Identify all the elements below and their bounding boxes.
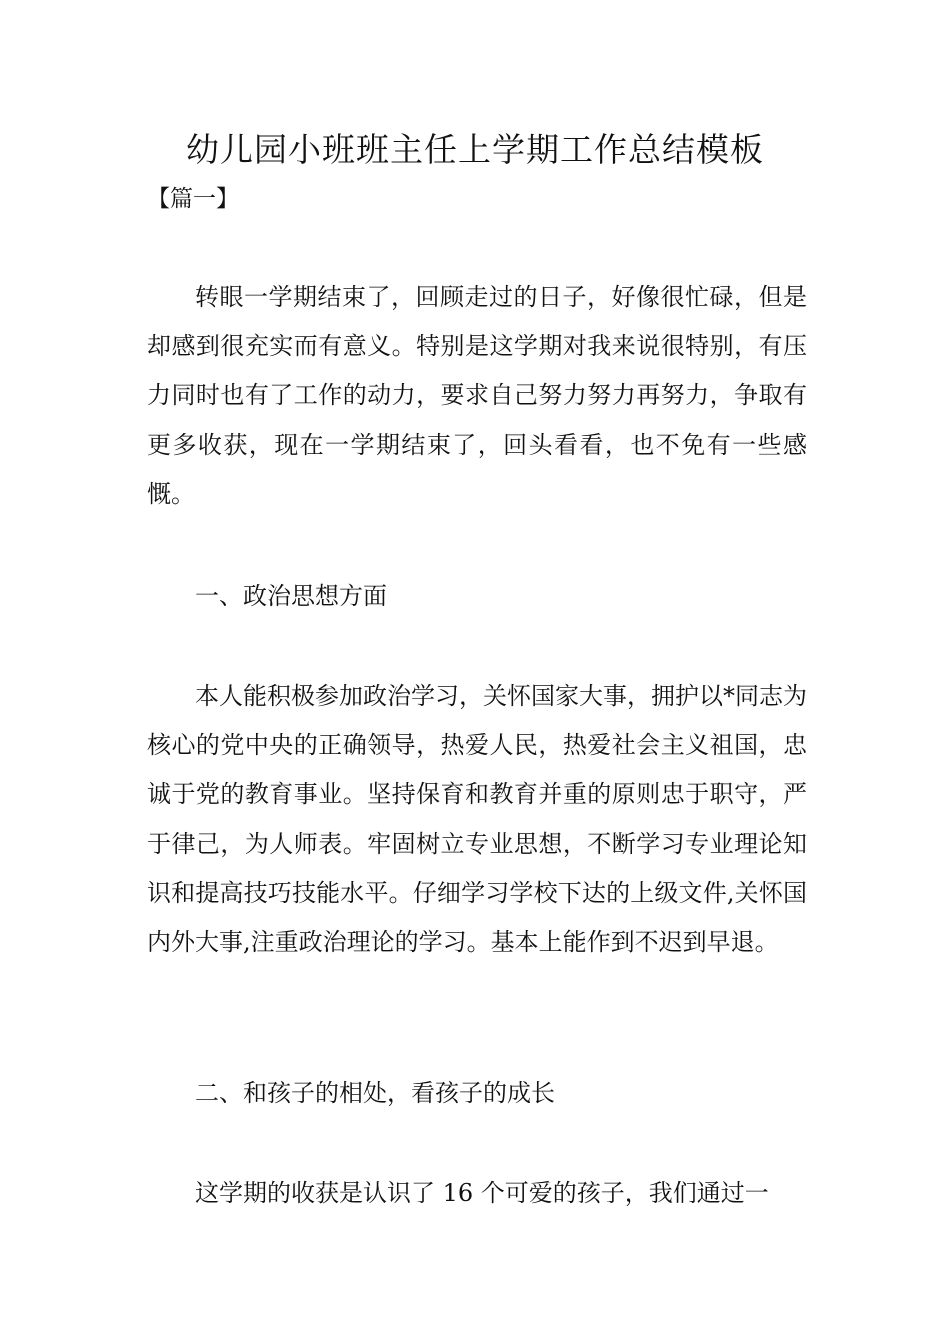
section-heading-politics: 一、政治思想方面 <box>195 582 387 610</box>
document-title: 幼儿园小班班主任上学期工作总结模板 <box>186 130 764 169</box>
paragraph-intro: 转眼一学期结束了，回顾走过的日子，好像很忙碌，但是却感到很充实而有意义。特别是这学期对我来说很特别，有压力同时也有了工作的动力，要求自己努力努力再努力，争取有更多收获，现在一学期结束了，回头看看，也不免有一些感慨。 <box>147 283 807 508</box>
part-label: 【篇一】 <box>147 186 239 212</box>
paragraph-children: 这学期的收获是认识了 16 个可爱的孩子，我们通过一 <box>195 1179 769 1207</box>
paragraph-politics: 本人能积极参加政治学习，关怀国家大事，拥护以*同志为核心的党中央的正确领导，热爱人民，热爱社会主义祖国，忠诚于党的教育事业。坚持保育和教育并重的原则忠于职守，严于律己，为人师表。牢固树立专业思想，不断学习专业理论知识和提高技巧技能水平。仔细学习学校下达的上级文件,关怀国内外大事,注重政治理论的学习。基本上能作到不迟到早退。 <box>147 682 807 957</box>
section-heading-children: 二、和孩子的相处，看孩子的成长 <box>195 1079 555 1107</box>
